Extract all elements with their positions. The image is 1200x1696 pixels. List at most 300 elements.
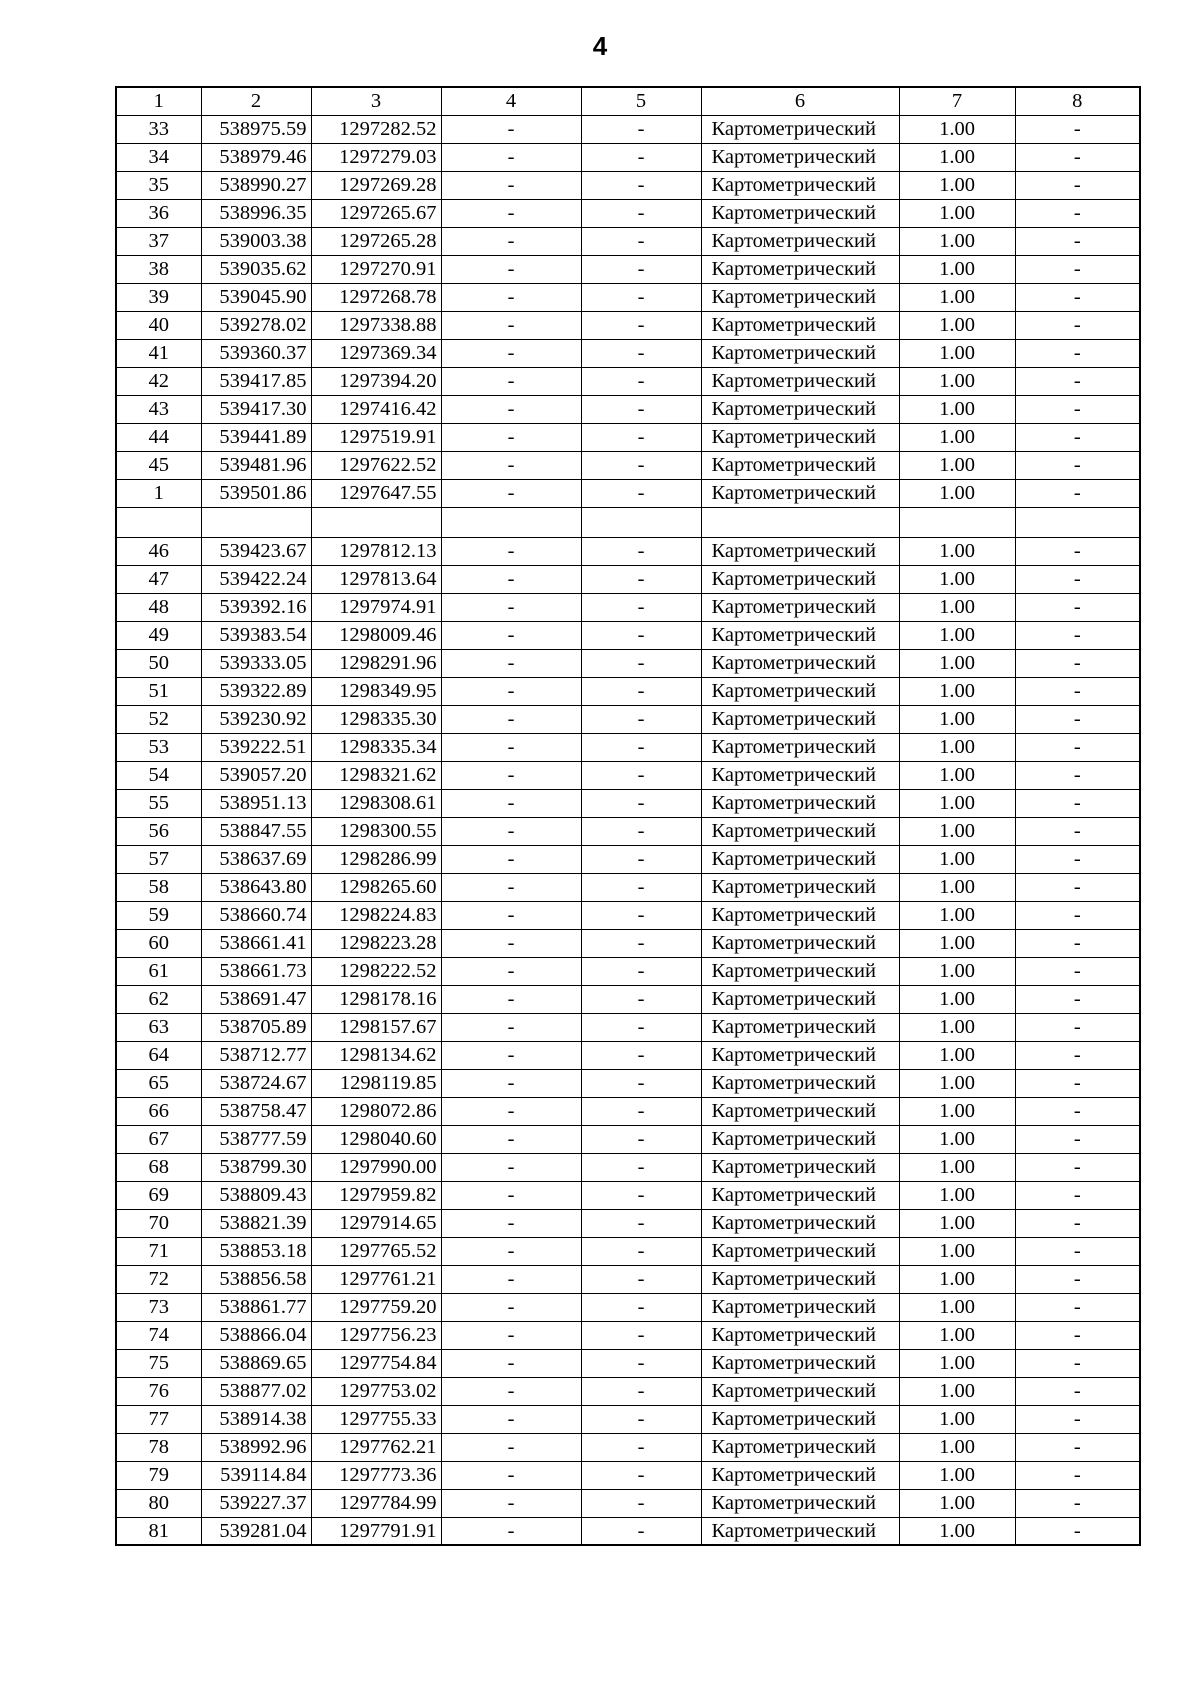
table-row: [116, 901, 1140, 929]
column-8-cell: -: [1015, 115, 1140, 143]
column-5-cell: -: [581, 873, 701, 901]
accuracy-cell: 1.00: [899, 1237, 1015, 1265]
x-coordinate-cell: 538821.39: [201, 1209, 311, 1237]
accuracy-cell: 1.00: [899, 1097, 1015, 1125]
accuracy-cell: 1.00: [899, 1013, 1015, 1041]
method-cell: Картометрический: [701, 649, 899, 677]
point-number-cell: 78: [116, 1433, 201, 1461]
point-number-cell: 73: [116, 1293, 201, 1321]
y-coordinate-cell: 1297812.13: [311, 537, 441, 565]
column-4-cell: -: [441, 621, 581, 649]
accuracy-cell: 1.00: [899, 1433, 1015, 1461]
column-4-cell: -: [441, 1125, 581, 1153]
column-4-cell: -: [441, 1293, 581, 1321]
x-coordinate-cell: 538866.04: [201, 1321, 311, 1349]
column-4-cell: -: [441, 1069, 581, 1097]
y-coordinate-cell: 1298291.96: [311, 649, 441, 677]
column-8-cell: -: [1015, 339, 1140, 367]
column-4-cell: -: [441, 115, 581, 143]
column-8-cell: -: [1015, 845, 1140, 873]
coordinates-table: [115, 86, 1141, 1546]
table-row: [116, 479, 1140, 507]
column-4-cell: -: [441, 1209, 581, 1237]
column-5-cell: -: [581, 423, 701, 451]
column-4-cell: -: [441, 367, 581, 395]
table-row: [116, 565, 1140, 593]
column-5-cell: -: [581, 1433, 701, 1461]
accuracy-cell: 1.00: [899, 311, 1015, 339]
table-row: [116, 1405, 1140, 1433]
column-4-cell: -: [441, 705, 581, 733]
y-coordinate-cell: 1297959.82: [311, 1181, 441, 1209]
accuracy-cell: 1.00: [899, 1461, 1015, 1489]
accuracy-cell: 1.00: [899, 339, 1015, 367]
column-5-cell: -: [581, 143, 701, 171]
method-cell: Картометрический: [701, 565, 899, 593]
accuracy-cell: 1.00: [899, 761, 1015, 789]
y-coordinate-cell: 1297338.88: [311, 311, 441, 339]
point-number-cell: 48: [116, 593, 201, 621]
column-5-cell: -: [581, 1125, 701, 1153]
table-row: [116, 1209, 1140, 1237]
point-number-cell: 64: [116, 1041, 201, 1069]
column-8-cell: -: [1015, 1013, 1140, 1041]
y-coordinate-cell: 1297369.34: [311, 339, 441, 367]
column-8-cell: -: [1015, 621, 1140, 649]
method-cell: Картометрический: [701, 479, 899, 507]
point-number-cell: 55: [116, 789, 201, 817]
point-number-cell: 57: [116, 845, 201, 873]
accuracy-cell: 1.00: [899, 1517, 1015, 1545]
accuracy-cell: 1.00: [899, 199, 1015, 227]
column-8-cell: -: [1015, 1489, 1140, 1517]
accuracy-cell: 1.00: [899, 1405, 1015, 1433]
column-8-cell: -: [1015, 873, 1140, 901]
column-4-cell: -: [441, 593, 581, 621]
y-coordinate-cell: 1298040.60: [311, 1125, 441, 1153]
point-number-cell: [116, 507, 201, 537]
column-5-cell: -: [581, 227, 701, 255]
method-cell: Картометрический: [701, 227, 899, 255]
method-cell: Картометрический: [701, 1293, 899, 1321]
accuracy-cell: 1.00: [899, 1265, 1015, 1293]
y-coordinate-cell: 1297519.91: [311, 423, 441, 451]
y-coordinate-cell: 1297753.02: [311, 1377, 441, 1405]
method-cell: Картометрический: [701, 1321, 899, 1349]
column-4-cell: -: [441, 565, 581, 593]
method-cell: Картометрический: [701, 957, 899, 985]
point-number-cell: 39: [116, 283, 201, 311]
column-header: 8: [1015, 87, 1140, 115]
column-5-cell: -: [581, 367, 701, 395]
column-4-cell: -: [441, 677, 581, 705]
y-coordinate-cell: 1297265.28: [311, 227, 441, 255]
column-8-cell: -: [1015, 199, 1140, 227]
column-4-cell: -: [441, 423, 581, 451]
table-row: [116, 1293, 1140, 1321]
table-row: [116, 171, 1140, 199]
method-cell: Картометрический: [701, 1461, 899, 1489]
column-5-cell: -: [581, 255, 701, 283]
point-number-cell: 33: [116, 115, 201, 143]
column-8-cell: -: [1015, 1181, 1140, 1209]
method-cell: Картометрический: [701, 1517, 899, 1545]
column-8-cell: -: [1015, 929, 1140, 957]
column-5-cell: -: [581, 1041, 701, 1069]
table-row: [116, 1125, 1140, 1153]
x-coordinate-cell: 539501.86: [201, 479, 311, 507]
method-cell: Картометрический: [701, 255, 899, 283]
x-coordinate-cell: 539281.04: [201, 1517, 311, 1545]
column-8-cell: -: [1015, 1517, 1140, 1545]
x-coordinate-cell: 539422.24: [201, 565, 311, 593]
table-row: [116, 367, 1140, 395]
column-5-cell: -: [581, 789, 701, 817]
point-number-cell: 71: [116, 1237, 201, 1265]
table-row: [116, 677, 1140, 705]
y-coordinate-cell: 1297773.36: [311, 1461, 441, 1489]
y-coordinate-cell: 1297755.33: [311, 1405, 441, 1433]
column-5-cell: -: [581, 845, 701, 873]
column-4-cell: -: [441, 789, 581, 817]
column-5-cell: -: [581, 451, 701, 479]
column-8-cell: -: [1015, 311, 1140, 339]
column-8-cell: -: [1015, 1321, 1140, 1349]
method-cell: Картометрический: [701, 761, 899, 789]
table-row: [116, 1013, 1140, 1041]
method-cell: Картометрический: [701, 873, 899, 901]
column-4-cell: -: [441, 1461, 581, 1489]
column-5-cell: -: [581, 1069, 701, 1097]
column-5-cell: -: [581, 311, 701, 339]
accuracy-cell: 1.00: [899, 255, 1015, 283]
accuracy-cell: 1.00: [899, 873, 1015, 901]
table-row: [116, 1069, 1140, 1097]
accuracy-cell: 1.00: [899, 451, 1015, 479]
column-header: 2: [201, 87, 311, 115]
table-row: [116, 339, 1140, 367]
column-5-cell: -: [581, 761, 701, 789]
column-4-cell: -: [441, 255, 581, 283]
column-4-cell: -: [441, 873, 581, 901]
y-coordinate-cell: 1298224.83: [311, 901, 441, 929]
x-coordinate-cell: 538975.59: [201, 115, 311, 143]
x-coordinate-cell: 539230.92: [201, 705, 311, 733]
column-4-cell: -: [441, 1237, 581, 1265]
accuracy-cell: 1.00: [899, 171, 1015, 199]
column-8-cell: -: [1015, 367, 1140, 395]
point-number-cell: 46: [116, 537, 201, 565]
column-5-cell: -: [581, 1321, 701, 1349]
column-5-cell: -: [581, 705, 701, 733]
accuracy-cell: 1.00: [899, 367, 1015, 395]
column-8-cell: -: [1015, 1461, 1140, 1489]
accuracy-cell: 1.00: [899, 649, 1015, 677]
table-row: [116, 1377, 1140, 1405]
column-8-cell: -: [1015, 1097, 1140, 1125]
method-cell: Картометрический: [701, 1265, 899, 1293]
point-number-cell: 47: [116, 565, 201, 593]
column-4-cell: -: [441, 283, 581, 311]
accuracy-cell: 1.00: [899, 929, 1015, 957]
x-coordinate-cell: 538990.27: [201, 171, 311, 199]
y-coordinate-cell: 1297622.52: [311, 451, 441, 479]
x-coordinate-cell: 538877.02: [201, 1377, 311, 1405]
table-row: [116, 1181, 1140, 1209]
column-5-cell: -: [581, 1517, 701, 1545]
x-coordinate-cell: 539417.85: [201, 367, 311, 395]
column-4-cell: -: [441, 649, 581, 677]
accuracy-cell: 1.00: [899, 227, 1015, 255]
x-coordinate-cell: 538799.30: [201, 1153, 311, 1181]
method-cell: Картометрический: [701, 901, 899, 929]
point-number-cell: 42: [116, 367, 201, 395]
x-coordinate-cell: 538660.74: [201, 901, 311, 929]
table-row: [116, 451, 1140, 479]
column-8-cell: -: [1015, 957, 1140, 985]
column-8-cell: -: [1015, 593, 1140, 621]
column-4-cell: -: [441, 901, 581, 929]
column-4-cell: -: [441, 817, 581, 845]
column-5-cell: -: [581, 1181, 701, 1209]
y-coordinate-cell: 1297647.55: [311, 479, 441, 507]
y-coordinate-cell: 1297974.91: [311, 593, 441, 621]
method-cell: Картометрический: [701, 1125, 899, 1153]
point-number-cell: 69: [116, 1181, 201, 1209]
point-number-cell: 72: [116, 1265, 201, 1293]
accuracy-cell: 1.00: [899, 817, 1015, 845]
method-cell: Картометрический: [701, 817, 899, 845]
point-number-cell: 65: [116, 1069, 201, 1097]
y-coordinate-cell: 1298119.85: [311, 1069, 441, 1097]
accuracy-cell: 1.00: [899, 985, 1015, 1013]
column-4-cell: -: [441, 1349, 581, 1377]
column-4-cell: -: [441, 929, 581, 957]
table-row: [116, 395, 1140, 423]
point-number-cell: 34: [116, 143, 201, 171]
method-cell: Картометрический: [701, 845, 899, 873]
accuracy-cell: 1.00: [899, 593, 1015, 621]
column-5-cell: -: [581, 171, 701, 199]
x-coordinate-cell: 538992.96: [201, 1433, 311, 1461]
accuracy-cell: 1.00: [899, 1209, 1015, 1237]
x-coordinate-cell: 539383.54: [201, 621, 311, 649]
x-coordinate-cell: 538758.47: [201, 1097, 311, 1125]
point-number-cell: 81: [116, 1517, 201, 1545]
accuracy-cell: 1.00: [899, 789, 1015, 817]
y-coordinate-cell: 1297265.67: [311, 199, 441, 227]
accuracy-cell: 1.00: [899, 1321, 1015, 1349]
y-coordinate-cell: 1298134.62: [311, 1041, 441, 1069]
y-coordinate-cell: 1297394.20: [311, 367, 441, 395]
method-cell: Картометрический: [701, 789, 899, 817]
x-coordinate-cell: 538777.59: [201, 1125, 311, 1153]
column-8-cell: -: [1015, 227, 1140, 255]
y-coordinate-cell: 1297756.23: [311, 1321, 441, 1349]
x-coordinate-cell: 539392.16: [201, 593, 311, 621]
x-coordinate-cell: 539441.89: [201, 423, 311, 451]
method-cell: Картометрический: [701, 395, 899, 423]
y-coordinate-cell: 1297784.99: [311, 1489, 441, 1517]
y-coordinate-cell: 1297990.00: [311, 1153, 441, 1181]
column-4-cell: -: [441, 339, 581, 367]
method-cell: Картометрический: [701, 339, 899, 367]
method-cell: Картометрический: [701, 985, 899, 1013]
column-header: 5: [581, 87, 701, 115]
point-number-cell: 50: [116, 649, 201, 677]
accuracy-cell: 1.00: [899, 1153, 1015, 1181]
table-row: [116, 705, 1140, 733]
column-4-cell: -: [441, 1433, 581, 1461]
table-row: [116, 1433, 1140, 1461]
y-coordinate-cell: 1297754.84: [311, 1349, 441, 1377]
column-4-cell: -: [441, 1517, 581, 1545]
method-cell: Картометрический: [701, 311, 899, 339]
column-8-cell: -: [1015, 283, 1140, 311]
y-coordinate-cell: 1298335.30: [311, 705, 441, 733]
accuracy-cell: 1.00: [899, 1489, 1015, 1517]
column-4-cell: -: [441, 451, 581, 479]
table-row: [116, 593, 1140, 621]
table-row: [116, 1265, 1140, 1293]
column-4-cell: -: [441, 1181, 581, 1209]
column-8-cell: -: [1015, 537, 1140, 565]
column-8-cell: -: [1015, 171, 1140, 199]
page-number: 4: [592, 31, 608, 61]
column-5-cell: -: [581, 929, 701, 957]
method-cell: Картометрический: [701, 1489, 899, 1517]
y-coordinate-cell: 1298300.55: [311, 817, 441, 845]
y-coordinate-cell: 1298308.61: [311, 789, 441, 817]
column-4-cell: -: [441, 227, 581, 255]
accuracy-cell: 1.00: [899, 283, 1015, 311]
method-cell: Картометрический: [701, 621, 899, 649]
x-coordinate-cell: 539360.37: [201, 339, 311, 367]
x-coordinate-cell: 538712.77: [201, 1041, 311, 1069]
point-number-cell: 52: [116, 705, 201, 733]
accuracy-cell: 1.00: [899, 901, 1015, 929]
accuracy-cell: 1.00: [899, 537, 1015, 565]
y-coordinate-cell: 1297268.78: [311, 283, 441, 311]
point-number-cell: 74: [116, 1321, 201, 1349]
y-coordinate-cell: 1297759.20: [311, 1293, 441, 1321]
method-cell: Картометрический: [701, 1237, 899, 1265]
point-number-cell: 53: [116, 733, 201, 761]
table-row: [116, 1097, 1140, 1125]
x-coordinate-cell: 538705.89: [201, 1013, 311, 1041]
x-coordinate-cell: 539057.20: [201, 761, 311, 789]
column-header: 6: [701, 87, 899, 115]
x-coordinate-cell: 539423.67: [201, 537, 311, 565]
y-coordinate-cell: 1297761.21: [311, 1265, 441, 1293]
column-4-cell: -: [441, 1377, 581, 1405]
column-4-cell: -: [441, 1265, 581, 1293]
column-5-cell: -: [581, 1405, 701, 1433]
column-8-cell: -: [1015, 143, 1140, 171]
x-coordinate-cell: 538979.46: [201, 143, 311, 171]
y-coordinate-cell: 1297813.64: [311, 565, 441, 593]
column-4-cell: -: [441, 1097, 581, 1125]
point-number-cell: 75: [116, 1349, 201, 1377]
table-row: [116, 789, 1140, 817]
point-number-cell: 1: [116, 479, 201, 507]
column-8-cell: -: [1015, 649, 1140, 677]
x-coordinate-cell: 538861.77: [201, 1293, 311, 1321]
column-header: 3: [311, 87, 441, 115]
table-row: [116, 255, 1140, 283]
method-cell: Картометрический: [701, 537, 899, 565]
accuracy-cell: 1.00: [899, 115, 1015, 143]
method-cell: Картометрический: [701, 593, 899, 621]
y-coordinate-cell: 1298072.86: [311, 1097, 441, 1125]
column-8-cell: -: [1015, 1405, 1140, 1433]
x-coordinate-cell: 538661.73: [201, 957, 311, 985]
x-coordinate-cell: 538661.41: [201, 929, 311, 957]
column-4-cell: -: [441, 761, 581, 789]
y-coordinate-cell: 1297416.42: [311, 395, 441, 423]
table-row: [116, 1321, 1140, 1349]
point-number-cell: 63: [116, 1013, 201, 1041]
method-cell: Картометрический: [701, 199, 899, 227]
accuracy-cell: 1.00: [899, 957, 1015, 985]
column-8-cell: -: [1015, 1125, 1140, 1153]
method-cell: Картометрический: [701, 283, 899, 311]
column-5-cell: -: [581, 957, 701, 985]
column-5-cell: -: [581, 985, 701, 1013]
table-row: [116, 1153, 1140, 1181]
method-cell: Картометрический: [701, 115, 899, 143]
point-number-cell: 76: [116, 1377, 201, 1405]
column-4-cell: -: [441, 1321, 581, 1349]
accuracy-cell: 1.00: [899, 479, 1015, 507]
column-8-cell: -: [1015, 1069, 1140, 1097]
x-coordinate-cell: 538691.47: [201, 985, 311, 1013]
column-5-cell: -: [581, 1349, 701, 1377]
method-cell: Картометрический: [701, 1153, 899, 1181]
column-5-cell: -: [581, 621, 701, 649]
table-row: [116, 649, 1140, 677]
accuracy-cell: 1.00: [899, 733, 1015, 761]
column-8-cell: -: [1015, 479, 1140, 507]
column-4-cell: -: [441, 733, 581, 761]
y-coordinate-cell: 1298349.95: [311, 677, 441, 705]
point-number-cell: 59: [116, 901, 201, 929]
column-4-cell: -: [441, 1405, 581, 1433]
x-coordinate-cell: 539003.38: [201, 227, 311, 255]
column-5-cell: -: [581, 1293, 701, 1321]
column-8-cell: -: [1015, 1209, 1140, 1237]
column-header: 7: [899, 87, 1015, 115]
y-coordinate-cell: 1297791.91: [311, 1517, 441, 1545]
table-row: [116, 1041, 1140, 1069]
table-row: [116, 537, 1140, 565]
accuracy-cell: 1.00: [899, 143, 1015, 171]
column-4-cell: -: [441, 1013, 581, 1041]
point-number-cell: 68: [116, 1153, 201, 1181]
column-8-cell: -: [1015, 1293, 1140, 1321]
point-number-cell: 80: [116, 1489, 201, 1517]
accuracy-cell: 1.00: [899, 423, 1015, 451]
column-4-cell: -: [441, 845, 581, 873]
column-8-cell: -: [1015, 1153, 1140, 1181]
table-header-row: [116, 87, 1140, 115]
method-cell: Картометрический: [701, 1041, 899, 1069]
accuracy-cell: 1.00: [899, 1181, 1015, 1209]
accuracy-cell: 1.00: [899, 845, 1015, 873]
column-8-cell: -: [1015, 733, 1140, 761]
point-number-cell: 49: [116, 621, 201, 649]
table-row: [116, 143, 1140, 171]
